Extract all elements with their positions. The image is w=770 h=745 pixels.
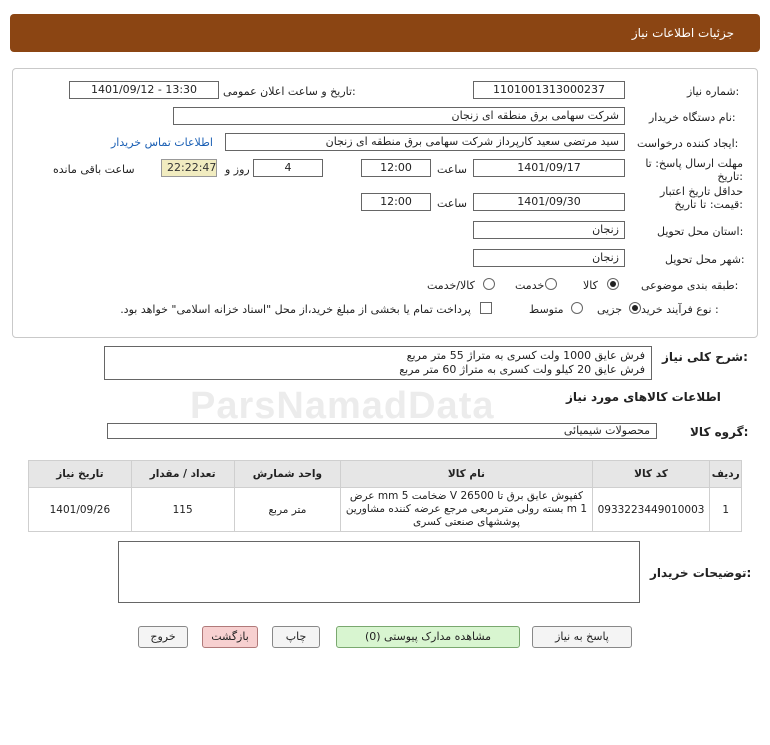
need-number-label: شماره نیاز: [687,85,740,98]
min-validity-label [631,185,743,211]
category-radio-goods-service[interactable] [483,278,495,290]
announce-datetime-label: تاریخ و ساعت اعلان عمومی: [223,85,356,98]
row-unit: متر مربع [234,488,341,532]
purchase-radio-medium[interactable] [571,302,583,314]
remaining-time-label: ساعت باقی مانده [53,163,135,176]
min-validity-label-line1: حداقل تاریخ اعتبار [659,185,743,198]
goods-section-title: اطلاعات کالاهای مورد نیاز [566,390,721,404]
row-name: کفپوش عایق برق تا 26500 V ضخامت 5 mm عرض 1 m بسته رولی مترمربعی مرجع عرضه کننده مشاورین پوششهای صنعتی کسری [341,488,592,532]
col-need-date: تاریخ نیاز [29,461,132,488]
validity-date-field: 1401/09/30 [473,193,625,211]
buyer-notes-label: توضیحات خریدار: [650,566,752,580]
delivery-province-field: زنجان [473,221,625,239]
watermark-text: ParsNamadData [190,385,495,427]
col-name: نام کالا [341,461,592,488]
goods-table [28,460,742,532]
row-quantity: 115 [131,488,234,532]
summary-line-2: فرش عایق 20 کیلو ولت کسری به متراژ 60 متر مربع [399,363,645,376]
page-title: جزئیات اطلاعات نیاز [631,26,734,40]
col-unit: واحد شمارش [234,461,341,488]
summary-line-1: فرش عایق 1000 ولت کسری به متراژ 55 متر مربع [406,349,645,362]
summary-label: شرح کلی نیاز: [662,350,748,364]
reply-time-field: 12:00 [361,159,431,177]
announce-datetime-field: 1401/09/12 - 13:30 [69,81,219,99]
reply-deadline-label-line2: تاریخ: [717,170,743,183]
category-option-goods: کالا [583,279,598,292]
col-index: ردیف [710,461,742,488]
reply-time-label: ساعت [437,163,467,176]
purchase-option-minor: جزیی [597,303,623,316]
back-button[interactable]: بازگشت [202,626,258,648]
delivery-city-field: زنجان [473,249,625,267]
min-validity-label-line2: قیمت: تا تاریخ: [674,198,743,211]
days-field: 4 [253,159,323,177]
treasury-payment-checkbox[interactable] [480,302,492,314]
reply-to-need-button[interactable]: پاسخ به نیاز [532,626,632,648]
reply-deadline-label [631,157,743,183]
buyer-contact-link[interactable]: اطلاعات تماس خریدار [111,136,213,149]
need-details-panel [12,68,758,338]
col-quantity: تعداد / مقدار [131,461,234,488]
goods-group-field: محصولات شیمیائی [107,423,657,439]
requester-label: ایجاد کننده درخواست: [637,137,739,150]
page-header [10,14,760,52]
view-attachments-button[interactable]: مشاهده مدارک پیوستی (0) [336,626,520,648]
days-label: روز و [225,163,250,176]
row-index: 1 [710,488,742,532]
summary-field [104,346,652,380]
exit-button[interactable]: خروج [138,626,188,648]
category-radio-goods[interactable] [607,278,619,290]
category-option-service: خدمت [515,279,545,292]
buyer-notes-field [118,541,640,603]
treasury-payment-note: پرداخت تمام یا بخشی از مبلغ خرید،از محل "اسناد خزانه اسلامی" خواهد بود. [120,303,471,316]
col-code: کد کالا [592,461,710,488]
row-code: 0933223449010003 [592,488,710,532]
purchase-option-medium: متوسط [529,303,564,316]
need-number-field: 1101001313000237 [473,81,625,99]
remaining-time-field: 22:22:47 [161,159,217,177]
reply-date-field: 1401/09/17 [473,159,625,177]
validity-time-field: 12:00 [361,193,431,211]
requester-field: سید مرتضی سعید کارپرداز شرکت سهامی برق منطقه ای زنجان [225,133,625,151]
category-radio-service[interactable] [545,278,557,290]
buyer-org-label: نام دستگاه خریدار: [649,111,736,124]
table-row[interactable] [29,488,742,532]
buyer-org-field: شرکت سهامی برق منطقه ای زنجان [173,107,625,125]
reply-deadline-label-line1: مهلت ارسال پاسخ: تا [645,157,743,170]
delivery-city-label: شهر محل تحویل: [665,253,745,266]
row-need-date: 1401/09/26 [29,488,132,532]
delivery-province-label: استان محل تحویل: [657,225,744,238]
purchase-radio-minor[interactable] [629,302,641,314]
print-button[interactable]: چاپ [272,626,320,648]
goods-group-label: گروه کالا: [690,425,749,439]
goods-table-header [29,461,742,488]
category-label: طبقه بندی موضوعی: [641,279,739,292]
category-option-goods-service: کالا/خدمت [427,279,475,292]
validity-time-label: ساعت [437,197,467,210]
purchase-type-label: نوع فرآیند خرید : [641,303,719,316]
